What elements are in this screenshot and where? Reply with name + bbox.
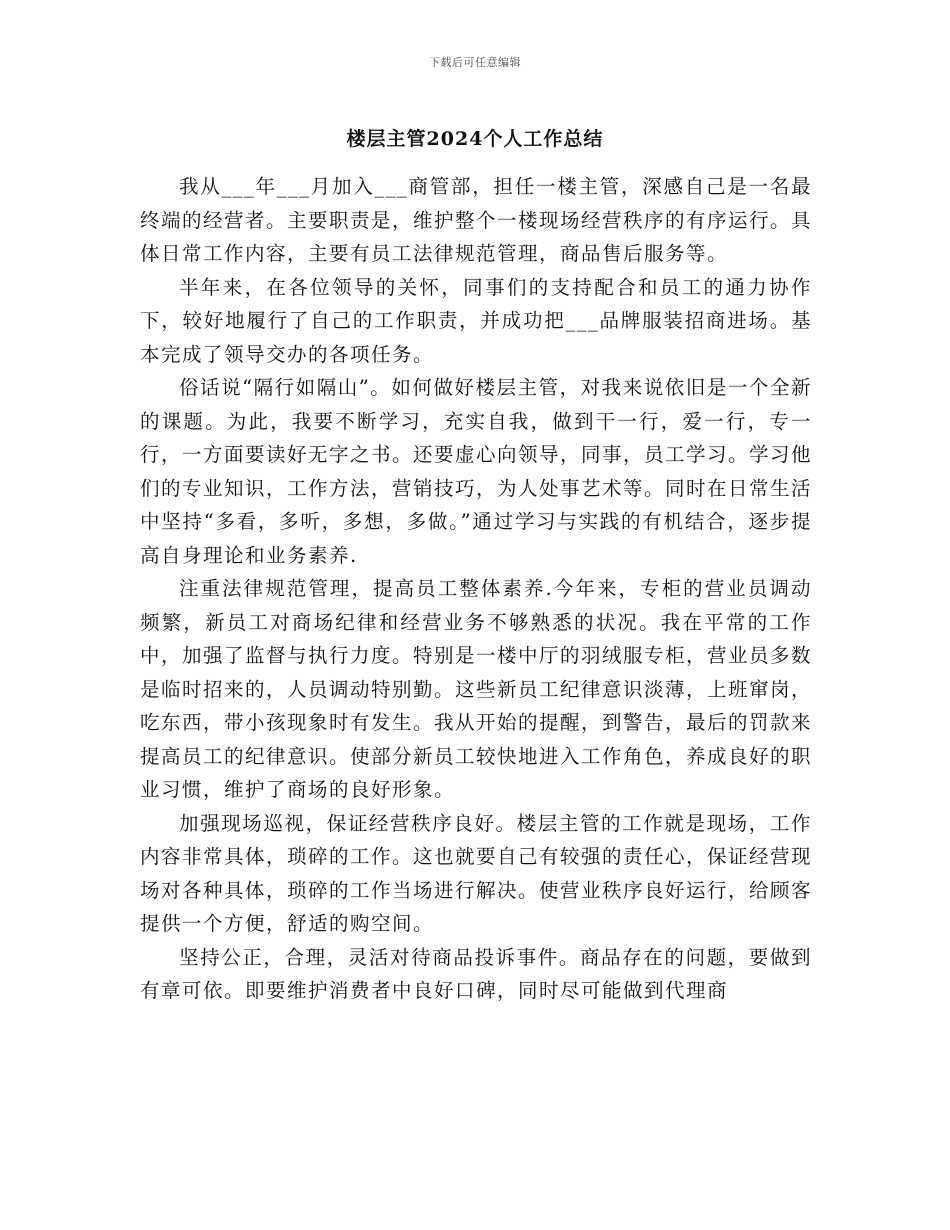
paragraph: 我从___年___月加入___商管部，担任一楼主管，深感自己是一名最终端的经营者。主要职责是，维护整个一楼现场经营秩序的有序运行。具体日常工作内容，主要有员工法律规范管理，商品售后服务等。: [140, 175, 813, 265]
document-title: 楼层主管2024个人工作总结: [346, 128, 604, 150]
header-note: 下载后可任意编辑: [429, 56, 521, 69]
paragraph: 俗话说“隔行如隔山”。如何做好楼层主管，对我来说依旧是一个全新的课题。为此，我要不断学习，充实自我，做到干一行，爱一行，专一行，一方面要读好无字之书。还要虚心向领导，同事，员工学习。学习他们的专业知识，工作方法，营销技巧，为人处事艺术等。同时在日常生活中坚持“多看，多听，多想，多做。”通过学习与实践的有机结合，逐步提高自身理论和业务素养.: [140, 376, 813, 567]
paragraph: 坚持公正，合理，灵活对待商品投诉事件。商品存在的问题，要做到有章可依。即要维护消费者中良好口碑，同时尽可能做到代理商: [140, 945, 812, 1002]
paragraph: 注重法律规范管理，提高员工整体素养.今年来，专柜的营业员调动频繁，新员工对商场纪律和经营业务不够熟悉的状况。我在平常的工作中，加强了监督与执行力度。特别是一楼中厅的羽绒服专柜，营业员多数是临时招来的，人员调动特别勤。这些新员工纪律意识淡薄，上班窜岗，吃东西，带小孩现象时有发生。我从开始的提醒，到警告，最后的罚款来提高员工的纪律意识。使部分新员工较快地进入工作角色，养成良好的职业习惯，维护了商场的良好形象。: [140, 577, 813, 801]
paragraph: 加强现场巡视，保证经营秩序良好。楼层主管的工作就是现场，工作内容非常具体，琐碎的工作。这也就要自己有较强的责任心，保证经营现场对各种具体，琐碎的工作当场进行解决。使营业秩序良好运行，给顾客提供一个方便，舒适的购空间。: [140, 811, 813, 935]
paragraph: 半年来，在各位领导的关怀，同事们的支持配合和员工的通力协作下，较好地履行了自己的工作职责，并成功把___品牌服装招商进场。基本完成了领导交办的各项任务。: [140, 275, 812, 366]
document-body: [140, 170, 812, 1008]
